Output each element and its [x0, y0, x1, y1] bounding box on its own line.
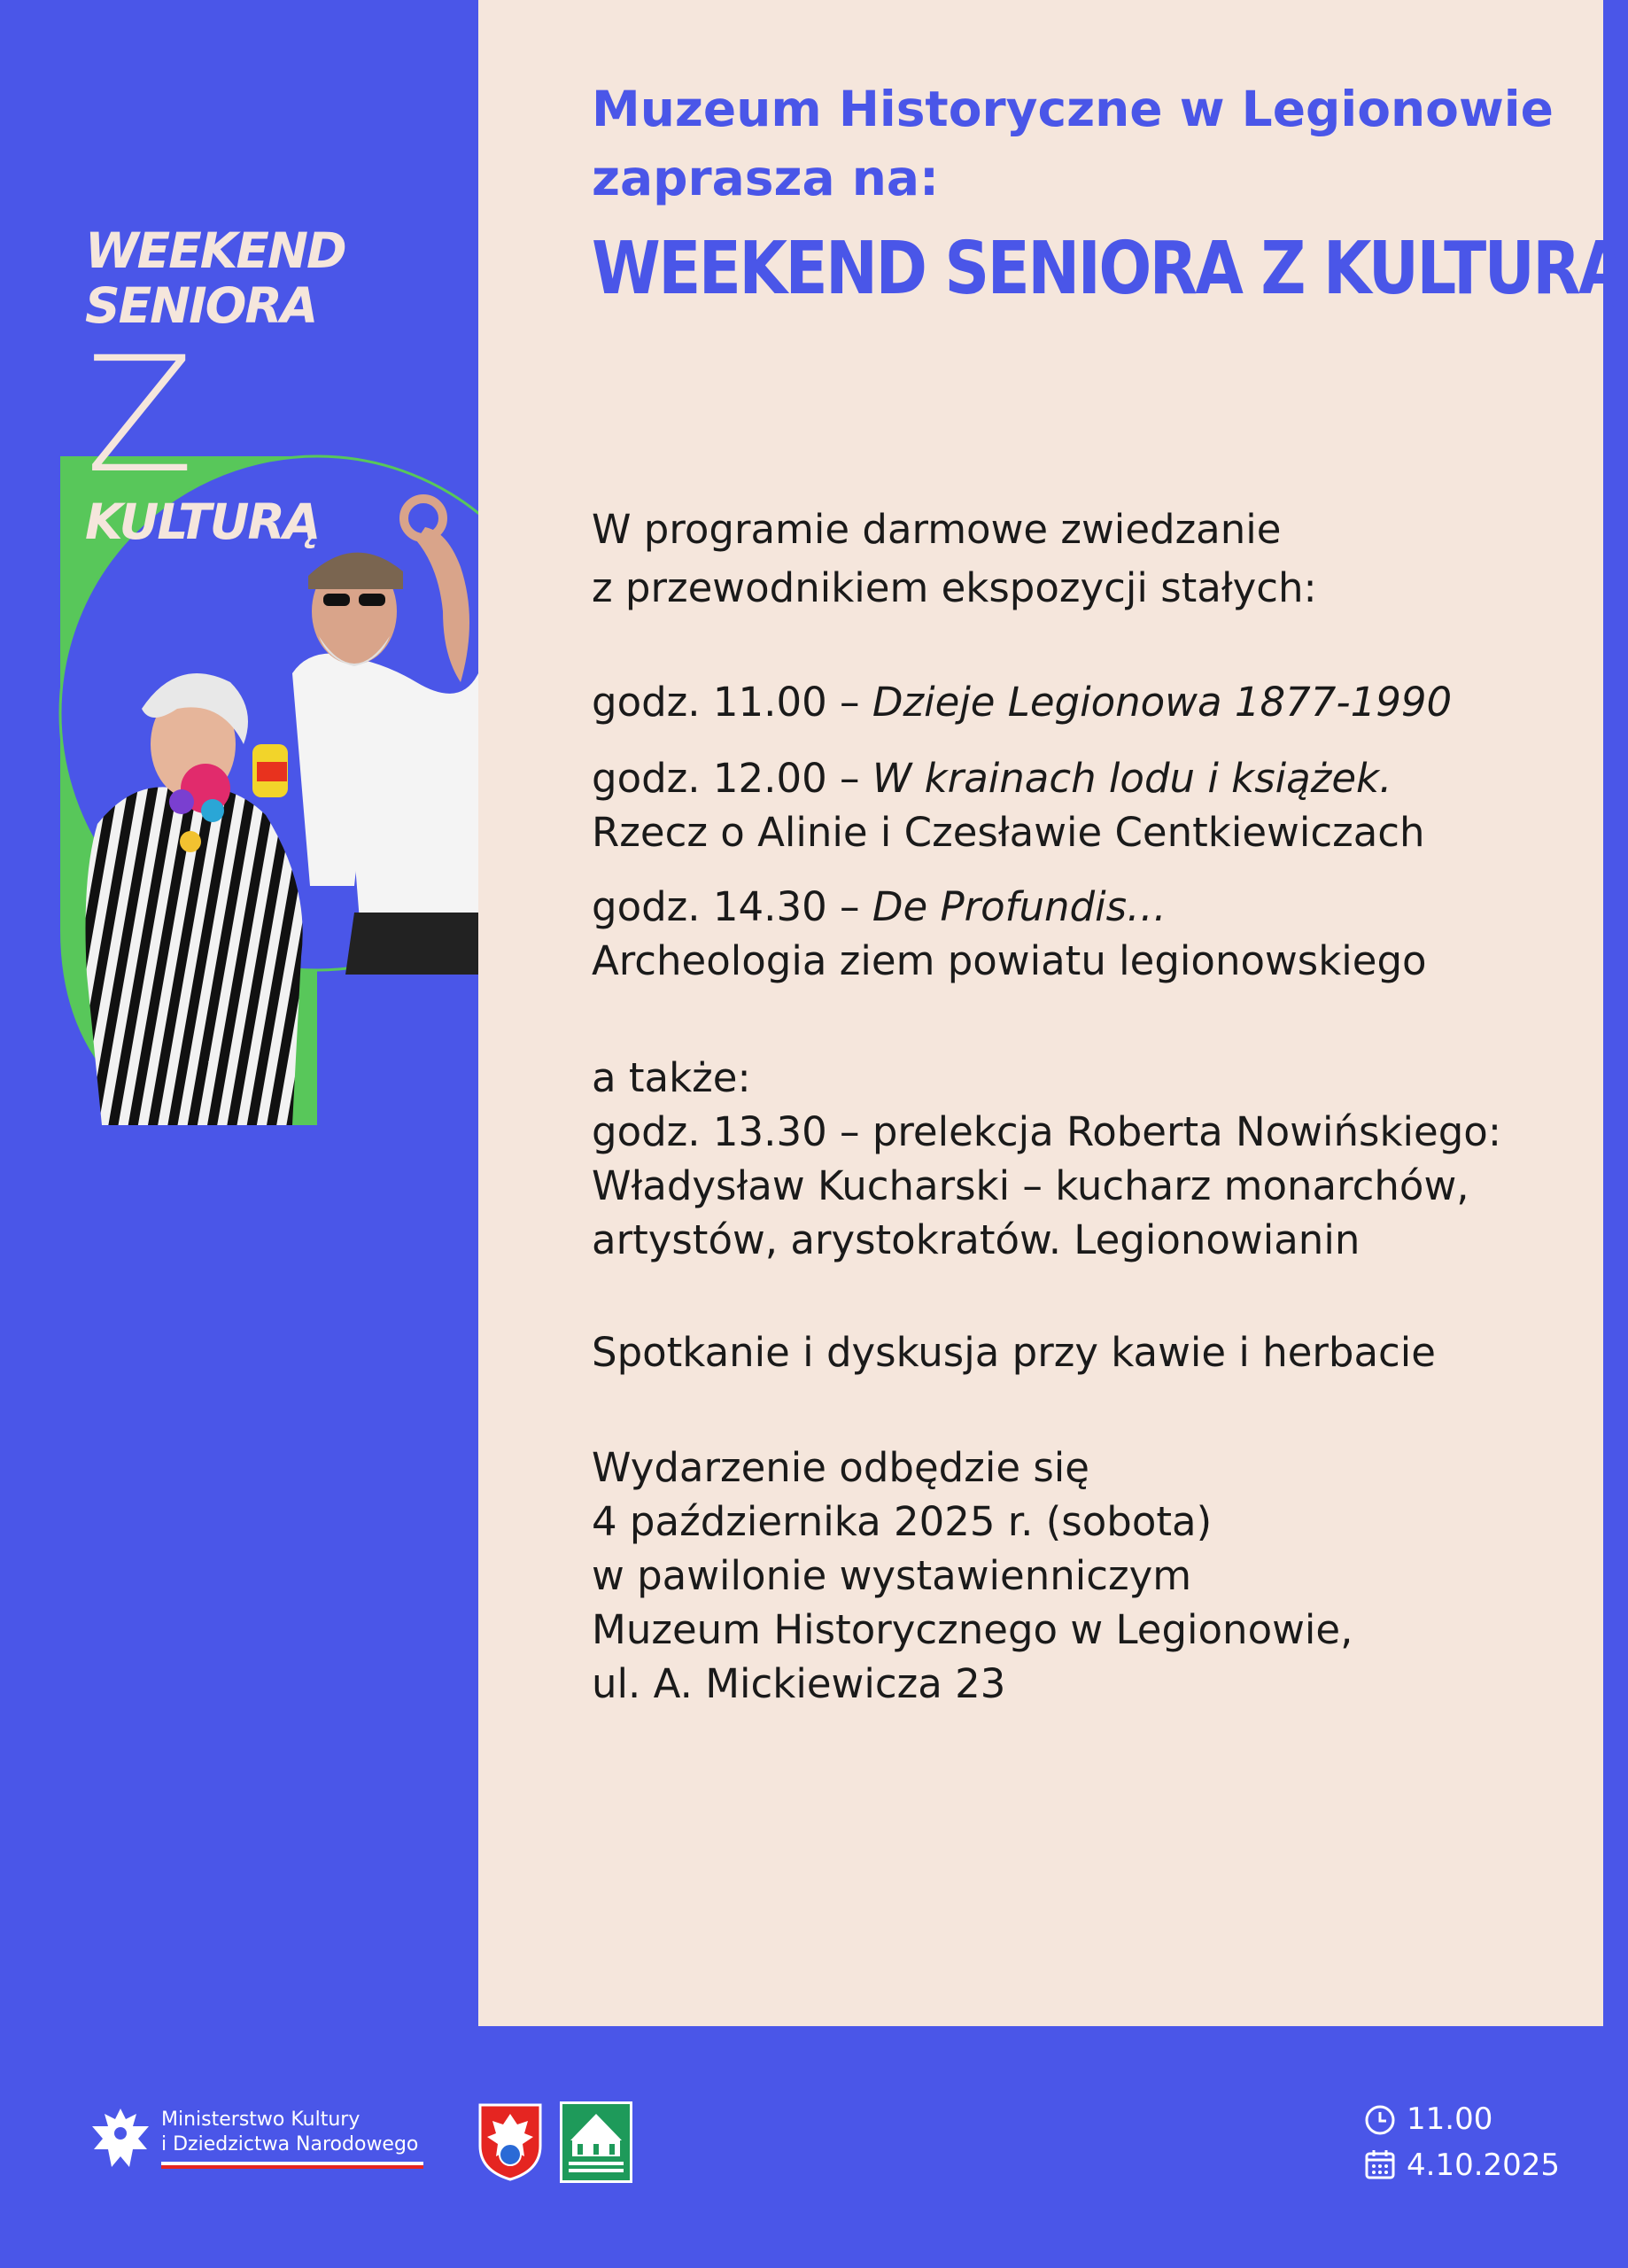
venue-intro: Wydarzenie odbędzie się — [592, 1444, 1089, 1491]
event-title: WEEKEND SENIORA Z KULTURĄ — [592, 227, 1625, 311]
brand-weekend: WEEKEND — [85, 222, 345, 279]
ministry-name-line1: Ministerstwo Kultury — [161, 2109, 360, 2131]
ministry-name — [161, 2108, 418, 2157]
legionowo-coat-of-arms-icon — [477, 2101, 544, 2181]
session-3-title: De Profundis… — [872, 883, 1167, 930]
ministry-name-line2: i Dziedzictwa Narodowego — [161, 2133, 419, 2155]
session-1 — [592, 675, 1452, 729]
event-date: 4 października 2025 r. (sobota) — [592, 1498, 1213, 1545]
session-1-time: godz. 11.00 – — [592, 679, 872, 726]
venue-address: ul. A. Mickiewicza 23 — [592, 1660, 1006, 1707]
venue-line-4: Muzeum Historycznego w Legionowie, — [592, 1606, 1353, 1653]
flag-stripe-red — [161, 2165, 423, 2169]
session-2-title-cont: Rzecz o Alinie i Czesławie Centkiewiczach — [592, 809, 1425, 856]
brand-z: Z — [85, 323, 195, 509]
footer-date: 4.10.2025 — [1407, 2148, 1561, 2183]
session-2-time: godz. 12.00 – — [592, 755, 872, 802]
organizer-name: Muzeum Historyczne w Legionowie — [592, 81, 1554, 137]
session-2-title: W krainach lodu i książek. — [872, 755, 1392, 802]
lecture-line: godz. 13.30 – prelekcja Roberta Nowińskiego: — [592, 1108, 1501, 1155]
meeting-note: Spotkanie i dyskusja przy kawie i herbacie — [592, 1329, 1436, 1376]
lecture-title-2: artystów, arystokratów. Legionowianin — [592, 1216, 1361, 1263]
clock-icon — [1364, 2104, 1396, 2136]
invite-line: zaprasza na: — [592, 150, 940, 206]
session-1-title: Dzieje Legionowa 1877-1990 — [872, 679, 1453, 726]
program-intro-1: W programie darmowe zwiedzanie — [592, 506, 1282, 553]
session-3-time: godz. 14.30 – — [592, 883, 872, 930]
program-intro-2: z przewodnikiem ekspozycji stałych: — [592, 564, 1317, 611]
seniors-photo — [0, 0, 478, 1152]
footer-time: 11.00 — [1407, 2101, 1493, 2137]
venue-line-3: w pawilonie wystawienniczym — [592, 1552, 1192, 1599]
session-3-title-cont: Archeologia ziem powiatu legionowskiego — [592, 937, 1427, 984]
lecture-title-1: Władysław Kucharski – kucharz monarchów, — [592, 1162, 1469, 1209]
session-3 — [592, 880, 1167, 934]
brand-kultura: KULTURĄ — [85, 493, 320, 550]
calendar-icon — [1364, 2148, 1396, 2180]
session-2 — [592, 751, 1392, 805]
also-label: a także: — [592, 1054, 751, 1101]
polish-eagle-emblem-icon — [87, 2103, 154, 2174]
museum-logo-icon — [560, 2101, 632, 2183]
brand-seniora: SENIORA — [85, 277, 317, 334]
